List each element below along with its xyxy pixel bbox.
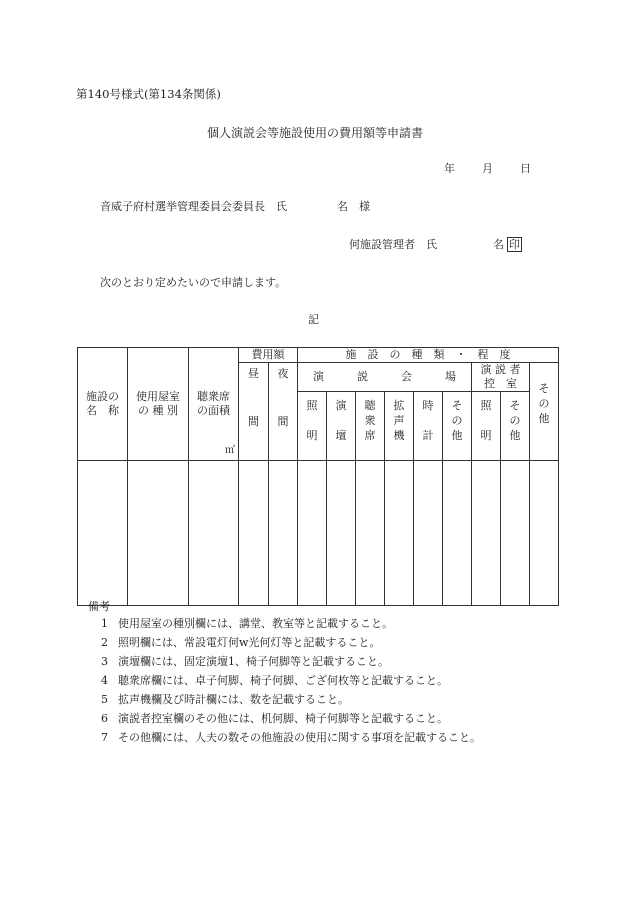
header-speaker-room: 演 説 者 控 室 [472, 363, 530, 392]
area-unit: ㎡ [225, 445, 235, 456]
sender-suffix: 名 [493, 238, 504, 251]
note-item: 3 演壇欄には、固定演壇1、椅子何脚等と記載すること。 [101, 655, 389, 668]
cell-venue-loudspeaker[interactable] [385, 460, 414, 605]
header-venue-seats: 聴 衆 席 [356, 391, 385, 460]
cell-cost-day[interactable] [239, 460, 269, 605]
sender-line [349, 236, 522, 252]
header-cost-night: 夜 間 [269, 363, 298, 461]
ki-heading: 記 [308, 313, 319, 326]
note-item: 5 拡声機欄及び時計欄には、数を記載すること。 [101, 693, 349, 706]
header-venue-loudspeaker: 拡 声 機 [385, 391, 414, 460]
note-item: 7 その他欄には、人夫の数その他施設の使用に関する事項を記載すること。 [101, 731, 481, 744]
date-month-label: 月 [482, 162, 493, 175]
sender-title: 何施設管理者 氏 [349, 238, 437, 251]
header-audience-area: 聴衆席 の面積 ㎡ [189, 348, 239, 461]
cell-venue-clock[interactable] [414, 460, 443, 605]
seal-stamp: 印 [509, 238, 520, 251]
cell-venue-lighting[interactable] [298, 460, 327, 605]
header-facility-kind: 施 設 の 種 類 ・ 程 度 [298, 348, 559, 363]
form-number: 第140号様式(第134条関係) [76, 87, 221, 101]
note-item: 6 演説者控室欄のその他には、机何脚、椅子何脚等と記載すること。 [101, 712, 448, 725]
addressee-line [100, 198, 370, 214]
header-cost-day: 昼 間 [239, 363, 269, 461]
cell-venue-other[interactable] [443, 460, 472, 605]
cell-venue-podium[interactable] [327, 460, 356, 605]
cell-venue-seats[interactable] [356, 460, 385, 605]
date-year-label: 年 [444, 162, 455, 175]
header-speaker-other: そ の 他 [501, 391, 530, 460]
header-facility-name: 施設の 名 称 [78, 348, 128, 461]
header-venue-clock: 時 計 [414, 391, 443, 460]
intro-text: 次のとおり定めたいので申請します。 [100, 276, 287, 289]
cell-room-type[interactable] [128, 460, 189, 605]
date-day-label: 日 [520, 162, 531, 175]
header-speaker-lighting: 照 明 [472, 391, 501, 460]
header-venue-other: そ の 他 [443, 391, 472, 460]
date-line [444, 160, 531, 176]
header-venue-podium: 演 壇 [327, 391, 356, 460]
header-room-type: 使用屋室 の 種 別 [128, 348, 189, 461]
header-venue-lighting: 照 明 [298, 391, 327, 460]
cell-speaker-other[interactable] [501, 460, 530, 605]
cell-audience-area[interactable] [189, 460, 239, 605]
note-item: 1 使用屋室の種別欄には、講堂、教室等と記載すること。 [101, 617, 393, 630]
header-venue: 演 説 会 場 [298, 363, 472, 392]
note-item: 4 聴衆席欄には、卓子何脚、椅子何脚、ござ何枚等と記載すること。 [101, 674, 448, 687]
document-title: 個人演説会等施設使用の費用額等申請書 [206, 126, 423, 140]
application-table [77, 347, 559, 606]
header-cost: 費用額 [239, 348, 298, 363]
cell-speaker-lighting[interactable] [472, 460, 501, 605]
addressee-title: 音威子府村選挙管理委員会委員長 氏 [100, 200, 287, 213]
cell-cost-night[interactable] [269, 460, 298, 605]
cell-facility-name[interactable] [78, 460, 128, 605]
header-other: そ の 他 [530, 363, 559, 461]
notes-heading: 備考 [88, 600, 110, 613]
addressee-suffix: 名 様 [337, 200, 370, 213]
cell-other[interactable] [530, 460, 559, 605]
notes-list [101, 614, 481, 747]
table-entry-row [78, 460, 559, 605]
note-item: 2 照明欄には、常設電灯何w光何灯等と記載すること。 [101, 636, 381, 649]
